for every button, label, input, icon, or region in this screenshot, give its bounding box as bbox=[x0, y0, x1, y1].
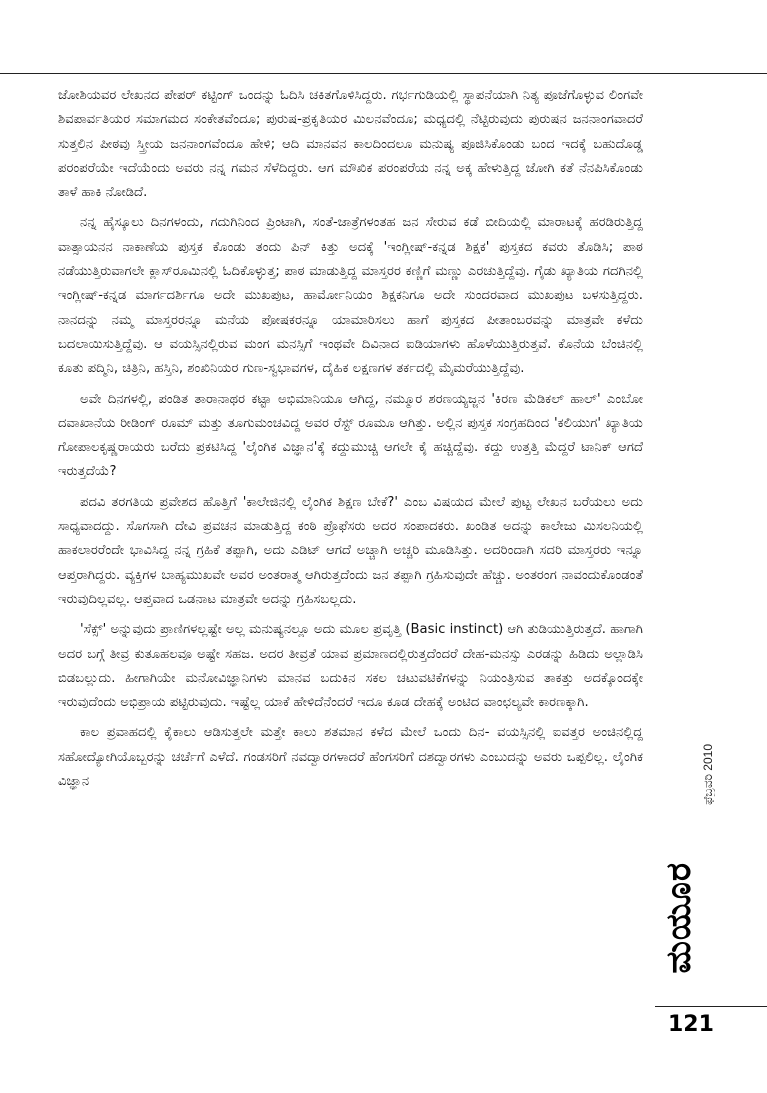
paragraph-2: ನನ್ನ ಹೈಸ್ಕೂಲು ದಿನಗಳಂದು, ಗದುಗಿನಿಂದ ಪ್ರಿಂಟಾಗಿ, ಸಂತೆ-ಜಾತ್ರೆಗಳಂತಹ ಜನ ಸೇರುವ ಕಡೆ ಬೀದಿಯಲ್ಲಿ ಮಾರಾಟಕ್ಕೆ ಹರಡಿರುತ್ತಿದ್ದ ವಾತ್ಸಾಯನನ ನಾಕಾಣೆಯ ಪುಸ್ತಕ ಕೊಂಡು ತಂದು ಪಿನ್ ಕಿತ್ತು ಅದಕ್ಕೆ 'ಇಂಗ್ಲೀಷ್-ಕನ್ನಡ ಶಿಕ್ಷಕ' ಪುಸ್ತಕದ ಕವರು ತೊಡಿಸಿ; ಪಾಠ ನಡೆಯುತ್ತಿರುವಾಗಲೇ ಕ್ಲಾಸ್‌ರೂಮಿನಲ್ಲಿ ಓದಿಕೊಳ್ಳುತ್ತ; ಪಾಠ ಮಾಡುತ್ತಿದ್ದ ಮಾಸ್ತರರ ಕಣ್ಣಿಗೆ ಮಣ್ಣು ಎರಚುತ್ತಿದ್ದೆವು. ಗೈಡು ಖ್ಯಾತಿಯ ಗದಗಿನಲ್ಲಿ ಇಂಗ್ಲೀಷ್-ಕನ್ನಡ ಮಾರ್ಗದರ್ಶಿಗೂ ಅದೇ ಮುಖಪುಟ, ಹಾರ್ಮೋನಿಯಂ ಶಿಕ್ಷಕನಿಗೂ ಅದೇ ಸುಂದರವಾದ ಮುಖಪುಟ ಬಳಸುತ್ತಿದ್ದರು. ನಾನದನ್ನು ನಮ್ಮ ಮಾಸ್ತರರನ್ನೂ ಮನೆಯ ಪೋಷಕರನ್ನೂ ಯಾಮಾರಿಸಲು ಹಾಗೆ ಪುಸ್ತಕದ ಪೀತಾಂಬರವನ್ನು ಮಾತ್ರವೇ ಕಳೆದು ಬದಲಾಯಿಸುತ್ತಿದ್ದೆವು. ಆ ವಯಸ್ಸಿನಲ್ಲಿರುವ ಮಂಗ ಮನಸ್ಸಿಗೆ ಇಂಥವೇ ದಿವಿನಾದ ಐಡಿಯಾಗಳು ಹೊಳೆಯುತ್ತಿರುತ್ತವೆ. ಕೊನೆಯ ಬೆಂಚಿನಲ್ಲಿ ಕೂತು ಪದ್ಮಿನಿ, ಚಿತ್ರಿನಿ, ಹಸ್ತಿನಿ, ಶಂಖಿನಿಯರ ಗುಣ-ಸ್ವಭಾವಗಳ, ದೈಹಿಕ ಲಕ್ಷಣಗಳ ತರ್ಕದಲ್ಲಿ ಮೈಮರೆಯುತ್ತಿದ್ದೆವು. bbox=[58, 215, 643, 377]
magazine-sidebar bbox=[655, 744, 767, 1006]
top-rule bbox=[0, 73, 767, 74]
magazine-name: ಮಯೂರ bbox=[659, 862, 699, 974]
paragraph-5: 'ಸೆಕ್ಸ್' ಅನ್ನುವುದು ಪ್ರಾಣಿಗಳಲ್ಲಷ್ಟೇ ಅಲ್ಲ ಮನುಷ್ಯನಲ್ಲೂ ಅದು ಮೂಲ ಪ್ರವೃತ್ತಿ (Basic instinct) ಆಗಿ ತುಡಿಯುತ್ತಿರುತ್ತದೆ. ಹಾಗಾಗಿ ಅದರ ಬಗ್ಗೆ ತೀವ್ರ ಕುತೂಹಲವೂ ಅಷ್ಟೇ ಸಹಜ. ಅದರ ತೀವ್ರತೆ ಯಾವ ಪ್ರಮಾಣದಲ್ಲಿರುತ್ತದೆಂದರೆ ದೇಹ-ಮನಸ್ಸು ಎರಡನ್ನು ಹಿಡಿದು ಅಲ್ಲಾಡಿಸಿ ಬಿಡಬಲ್ಲುದು. ಹೀಗಾಗಿಯೇ ಮನೋವಿಜ್ಞಾನಿಗಳು ಮಾನವ ಬದುಕಿನ ಸಕಲ ಚಟುವಟಿಕೆಗಳನ್ನು ನಿಯಂತ್ರಿಸುವ ತಾಕತ್ತು ಅದಕ್ಕೊಂದಕ್ಕೇ ಇರುವುದೆಂದು ಅಭಿಪ್ರಾಯ ಪಟ್ಟಿರುವುದು. ಇಷ್ಟೆಲ್ಲ ಯಾಕೆ ಹೇಳಿದೆನೆಂದರೆ ಇದೂ ಕೂಡ ದೇಹಕ್ಕೆ ಅಂಟಿದ ವಾಂಛಲ್ಯವೇ ಕಾರಣಕ್ಕಾಗಿ. bbox=[58, 622, 643, 711]
issue-date: ಫೆಬ್ರವರಿ 2010 bbox=[701, 744, 715, 805]
article-body bbox=[58, 84, 643, 800]
paragraph-1: ಜೋಶಿಯವರ ಲೇಖನದ ಪೇಪರ್ ಕಟ್ಟಿಂಗ್ ಒಂದನ್ನು ಓದಿಸಿ ಚಕಿತಗೊಳಿಸಿದ್ದರು. ಗರ್ಭಗುಡಿಯಲ್ಲಿ ಸ್ಥಾಪನೆಯಾಗಿ ನಿತ್ಯ ಪೂಜೆಗೊಳ್ಳುವ ಲಿಂಗವೇ ಶಿವಪಾರ್ವತಿಯರ ಸಮಾಗಮದ ಸಂಕೇತವೆಂದೂ; ಪುರುಷ-ಪ್ರಕೃತಿಯರ ಮಿಲನವೆಂದೂ; ಮಧ್ಯದಲ್ಲಿ ನೆಟ್ಟಿರುವುದು ಪುರುಷನ ಜನನಾಂಗವಾದರೆ ಸುತ್ತಲಿನ ಪೀಠವು ಸ್ತ್ರೀಯ ಜನನಾಂಗವೆಂದೂ ಹೇಳಿ; ಆದಿ ಮಾನವನ ಕಾಲದಿಂದಲೂ ಮನುಷ್ಯ ಪೂಜಿಸಿಕೊಂಡು ಬಂದ ಇದಕ್ಕೆ ಬಹುದೊಡ್ಡ ಪರಂಪರೆಯೇ ಇದೆಯೆಂದು ಅವರು ನನ್ನ ಗಮನ ಸೆಳೆದಿದ್ದರು. ಆಗ ಮೌಖಿಕ ಪರಂಪರೆಯ ನನ್ನ ಅಕ್ಕ ಹೇಳುತ್ತಿದ್ದ ಜೋಗಿ ಕತೆ ನೆನಪಿಸಿಕೊಂಡು ತಾಳೆ ಹಾಕಿ ನೋಡಿದೆ. bbox=[58, 88, 643, 201]
paragraph-6: ಕಾಲ ಪ್ರವಾಹದಲ್ಲಿ ಕೈಕಾಲು ಆಡಿಸುತ್ತಲೇ ಮತ್ತೇ ಕಾಲು ಶತಮಾನ ಕಳೆದ ಮೇಲೆ ಒಂದು ದಿನ- ವಯಸ್ಸಿನಲ್ಲಿ ಐವತ್ತರ ಅಂಚಿನಲ್ಲಿದ್ದ ಸಹೋದ್ಯೋಗಿಯೊಬ್ಬರನ್ನು ಚರ್ಚೆಗೆ ಎಳೆದೆ. ಗಂಡಸರಿಗೆ ನವದ್ವಾರಗಳಾದರೆ ಹೆಂಗಸರಿಗೆ ದಶದ್ವಾರಗಳು ಎಂಬುದನ್ನು ಅವರು ಒಪ್ಪಲಿಲ್ಲ. ಲೈಂಗಿಕ ವಿಜ್ಞಾನ bbox=[58, 725, 643, 790]
page-number: 121 bbox=[668, 1012, 714, 1037]
paragraph-4: ಪದವಿ ತರಗತಿಯ ಪ್ರವೇಶದ ಹೊತ್ತಿಗೆ 'ಕಾಲೇಜಿನಲ್ಲಿ ಲೈಂಗಿಕ ಶಿಕ್ಷಣ ಬೇಕೆ?' ಎಂಬ ವಿಷಯದ ಮೇಲೆ ಪುಟ್ಟ ಲೇಖನ ಬರೆಯಲು ಅದು ಸಾಧ್ಯವಾದದ್ದು. ಸೊಗಸಾಗಿ ದೇವಿ ಪ್ರವಚನ ಮಾಡುತ್ತಿದ್ದ ಕಂಠಿ ಪ್ರೊಫೆಸರು ಅದರ ಸಂಪಾದಕರು. ಖಂಡಿತ ಅದನ್ನು ಕಾಲೇಜು ಮಿಸಲನಿಯಲ್ಲಿ ಹಾಕಲಾರರೆಂದೇ ಭಾವಿಸಿದ್ದ ನನ್ನ ಗ್ರಹಿಕೆ ತಪ್ಪಾಗಿ, ಅದು ಎಡಿಟ್ ಆಗದೆ ಅಚ್ಚಾಗಿ ಅಚ್ಚರಿ ಮೂಡಿಸಿತ್ತು. ಅದರಿಂದಾಗಿ ಸದರಿ ಮಾಸ್ತರರು ಇನ್ನೂ ಆಪ್ತರಾಗಿದ್ದರು. ವ್ಯಕ್ತಿಗಳ ಬಾಹ್ಯಮುಖವೇ ಅವರ ಅಂತರಾತ್ಮ ಆಗಿರುತ್ತದೆಂದು ಜನ ತಪ್ಪಾಗಿ ಗ್ರಹಿಸುವುದೇ ಹೆಚ್ಚು. ಅಂತರಂಗ ನಾವಂದುಕೊಂಡಂತೆ ಇರುವುದಿಲ್ಲವಲ್ಲ. ಆಪ್ತವಾದ ಒಡನಾಟ ಮಾತ್ರವೇ ಅದನ್ನು ಗ್ರಹಿಸಬಲ್ಲದು. bbox=[58, 494, 643, 607]
paragraph-3: ಅವೇ ದಿನಗಳಲ್ಲಿ, ಪಂಡಿತ ತಾರಾನಾಥರ ಕಟ್ಟಾ ಅಭಿಮಾನಿಯೂ ಆಗಿದ್ದ, ನಮ್ಮೂರ ಶರಣಯ್ಯಜ್ಜನ 'ಕಿರಣ ಮೆಡಿಕಲ್ ಹಾಲ್' ಎಂಬೋ ದವಾಖಾನೆಯ ರೀಡಿಂಗ್ ರೂಮ್ ಮತ್ತು ತೂಗುಮಂಚವಿದ್ದ ಅವರ ರೆಸ್ಟ್ ರೂಮೂ ಆಗಿತ್ತು. ಅಲ್ಲಿನ ಪುಸ್ತಕ ಸಂಗ್ರಹದಿಂದ 'ಕಲಿಯುಗ' ಖ್ಯಾತಿಯ ಗೋಪಾಲಕೃಷ್ಣರಾಯರು ಬರೆದು ಪ್ರಕಟಿಸಿದ್ದ 'ಲೈಂಗಿಕ ವಿಜ್ಞಾನ'ಕ್ಕೆ ಕದ್ದುಮುಚ್ಚಿ ಆಗಲೇ ಕೈ ಹಚ್ಚಿದ್ದೆವು. ಕದ್ದು ಉತ್ತತ್ತಿ ಮೆದ್ದರೆ ಟಾನಿಕ್ ಆಗದೆ ಇರುತ್ತದೆಯೆ? bbox=[58, 391, 643, 480]
footer-rule bbox=[655, 1006, 767, 1007]
